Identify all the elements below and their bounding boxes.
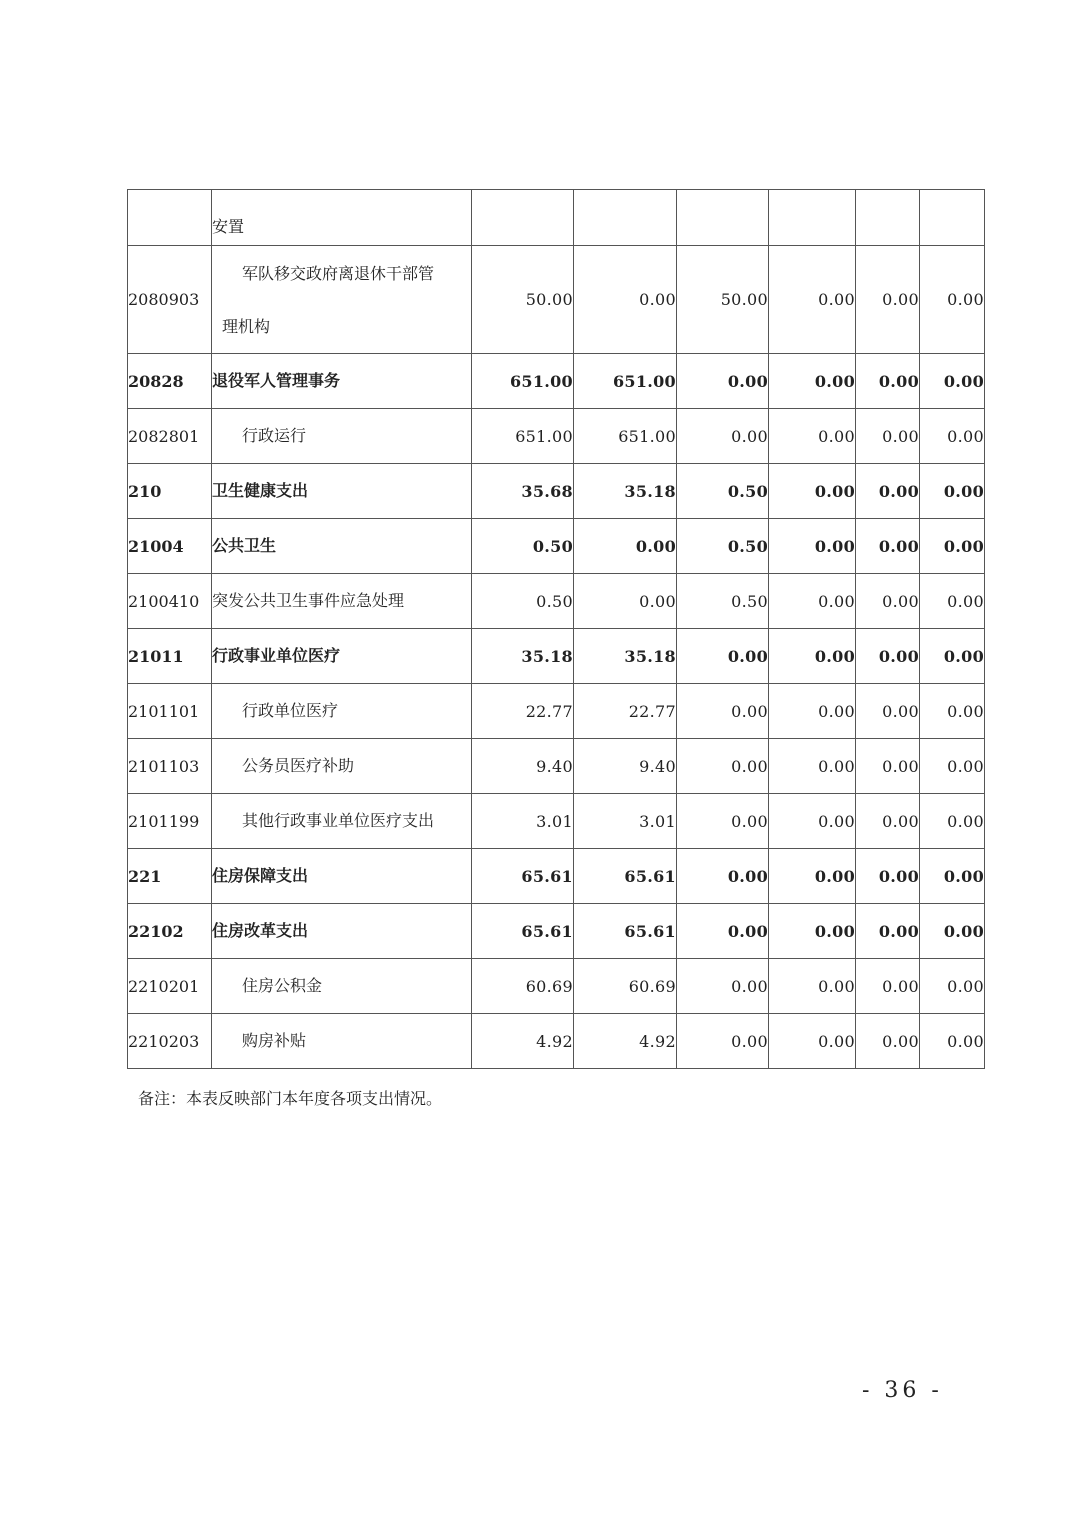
cell-value: 3.01	[472, 794, 574, 849]
cell-value: 0.00	[769, 246, 856, 354]
cell-value: 0.00	[856, 1014, 920, 1069]
cell-value: 0.00	[920, 574, 985, 629]
row-name: 公务员医疗补助	[212, 739, 472, 794]
table-row	[128, 246, 985, 354]
row-code: 2100410	[128, 574, 212, 629]
table-row	[128, 684, 985, 739]
table-row	[128, 904, 985, 959]
cell-value: 0.00	[677, 629, 769, 684]
expenditure-table	[127, 189, 985, 1069]
cell-value: 0.00	[856, 354, 920, 409]
cell-value: 0.00	[677, 794, 769, 849]
cell-value: 0.50	[472, 519, 574, 574]
cell-value: 0.00	[677, 904, 769, 959]
row-code: 2101101	[128, 684, 212, 739]
cell-value: 35.18	[472, 629, 574, 684]
cell-value: 0.00	[920, 904, 985, 959]
cell-value: 0.00	[856, 629, 920, 684]
row-code: 20828	[128, 354, 212, 409]
cell-value: 9.40	[574, 739, 677, 794]
cell-value: 0.00	[769, 574, 856, 629]
cell-value: 65.61	[574, 849, 677, 904]
cell-value: 0.00	[856, 409, 920, 464]
table-row	[128, 849, 985, 904]
row-code: 2080903	[128, 246, 212, 354]
cell-value: 0.00	[920, 849, 985, 904]
cell-value: 0.00	[920, 739, 985, 794]
row-name: 卫生健康支出	[212, 464, 472, 519]
cell-value: 4.92	[472, 1014, 574, 1069]
table-row	[128, 794, 985, 849]
cell-value: 0.00	[769, 629, 856, 684]
row-code: 21011	[128, 629, 212, 684]
cell-value: 651.00	[574, 354, 677, 409]
cell-value: 0.50	[677, 519, 769, 574]
cell-value: 0.00	[920, 409, 985, 464]
cell-value: 50.00	[677, 246, 769, 354]
cell-value: 0.00	[769, 849, 856, 904]
row-code: 2101199	[128, 794, 212, 849]
cell-value: 0.00	[677, 684, 769, 739]
cell-value: 0.00	[677, 849, 769, 904]
cell-value: 0.00	[856, 519, 920, 574]
cell-value: 0.00	[769, 739, 856, 794]
cell-value: 65.61	[472, 849, 574, 904]
cell-value: 3.01	[574, 794, 677, 849]
row-name: 住房保障支出	[212, 849, 472, 904]
table-row	[128, 519, 985, 574]
cell-value: 0.50	[472, 574, 574, 629]
cell-value: 4.92	[574, 1014, 677, 1069]
cell-value: 0.00	[769, 794, 856, 849]
cell-value: 9.40	[472, 739, 574, 794]
cell-value: 35.18	[574, 629, 677, 684]
cell-value: 0.00	[856, 464, 920, 519]
cell-value: 0.00	[920, 1014, 985, 1069]
cell-value: 0.00	[769, 959, 856, 1014]
row-name: 行政运行	[212, 409, 472, 464]
row-code: 22102	[128, 904, 212, 959]
cell-value: 651.00	[472, 409, 574, 464]
cell-value: 0.00	[920, 354, 985, 409]
table-row	[128, 629, 985, 684]
row-code: 2082801	[128, 409, 212, 464]
table-row	[128, 190, 985, 246]
cell-value: 0.00	[677, 739, 769, 794]
row-name: 安置	[212, 190, 472, 246]
cell-value: 0.00	[856, 739, 920, 794]
row-name: 行政单位医疗	[212, 684, 472, 739]
cell-value: 0.00	[769, 519, 856, 574]
cell-value: 0.00	[856, 904, 920, 959]
cell-value: 60.69	[472, 959, 574, 1014]
row-name: 军队移交政府离退休干部管 理机构	[212, 246, 472, 354]
row-name: 购房补贴	[212, 1014, 472, 1069]
cell-value: 0.00	[920, 519, 985, 574]
cell-value: 0.00	[574, 246, 677, 354]
table-row	[128, 739, 985, 794]
cell-value: 0.00	[769, 464, 856, 519]
cell-value: 651.00	[574, 409, 677, 464]
cell-value: 0.00	[856, 849, 920, 904]
cell-value: 0.00	[920, 464, 985, 519]
row-name: 其他行政事业单位医疗支出	[212, 794, 472, 849]
cell-value: 0.00	[769, 684, 856, 739]
cell-value: 35.68	[472, 464, 574, 519]
cell-value: 0.00	[920, 629, 985, 684]
row-code: 2210201	[128, 959, 212, 1014]
cell-value: 0.00	[769, 354, 856, 409]
cell-value: 0.00	[920, 246, 985, 354]
table-row	[128, 409, 985, 464]
cell-value: 0.00	[574, 574, 677, 629]
cell-value: 0.00	[677, 1014, 769, 1069]
cell-value: 35.18	[574, 464, 677, 519]
cell-value: 0.50	[677, 574, 769, 629]
cell-value: 65.61	[472, 904, 574, 959]
row-name: 突发公共卫生事件应急处理	[212, 574, 472, 629]
cell-value: 0.00	[856, 794, 920, 849]
cell-value: 0.00	[856, 684, 920, 739]
cell-value: 0.00	[769, 904, 856, 959]
cell-value: 0.00	[769, 409, 856, 464]
table-row	[128, 959, 985, 1014]
row-code: 21004	[128, 519, 212, 574]
table-row	[128, 1014, 985, 1069]
row-name: 退役军人管理事务	[212, 354, 472, 409]
cell-value: 0.00	[856, 246, 920, 354]
row-code: 2101103	[128, 739, 212, 794]
row-code: 210	[128, 464, 212, 519]
cell-value: 0.00	[677, 959, 769, 1014]
cell-value: 0.00	[856, 959, 920, 1014]
row-code: 2210203	[128, 1014, 212, 1069]
table-row	[128, 354, 985, 409]
row-name: 住房改革支出	[212, 904, 472, 959]
cell-value: 0.00	[769, 1014, 856, 1069]
cell-value: 0.00	[920, 959, 985, 1014]
row-name: 公共卫生	[212, 519, 472, 574]
cell-value: 0.50	[677, 464, 769, 519]
cell-value: 60.69	[574, 959, 677, 1014]
cell-value: 0.00	[920, 684, 985, 739]
row-name: 行政事业单位医疗	[212, 629, 472, 684]
row-code: 221	[128, 849, 212, 904]
cell-value: 0.00	[677, 354, 769, 409]
table-note: 备注：本表反映部门本年度各项支出情况。	[138, 1089, 443, 1108]
cell-value: 65.61	[574, 904, 677, 959]
page-number: - 36 -	[862, 1378, 943, 1403]
table-row	[128, 464, 985, 519]
cell-value: 22.77	[574, 684, 677, 739]
cell-value: 0.00	[574, 519, 677, 574]
row-name: 住房公积金	[212, 959, 472, 1014]
cell-value: 0.00	[856, 574, 920, 629]
cell-value: 50.00	[472, 246, 574, 354]
cell-value: 22.77	[472, 684, 574, 739]
cell-value: 0.00	[677, 409, 769, 464]
cell-value: 651.00	[472, 354, 574, 409]
table-row	[128, 574, 985, 629]
cell-value: 0.00	[920, 794, 985, 849]
